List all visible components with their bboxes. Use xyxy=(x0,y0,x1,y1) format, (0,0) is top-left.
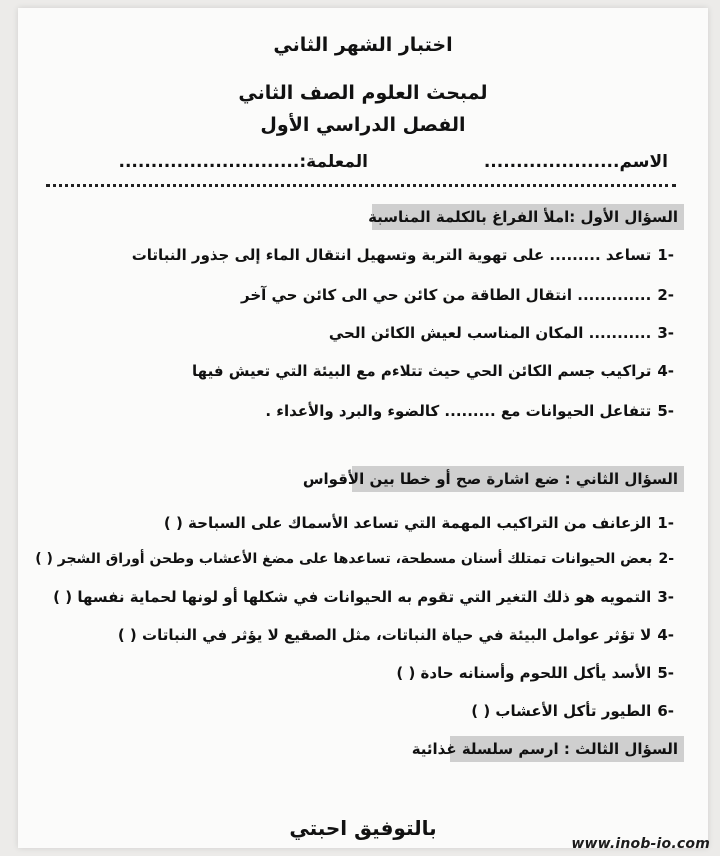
q1-item-number: -3 xyxy=(657,324,674,342)
q1-item xyxy=(241,284,674,306)
q2-item xyxy=(164,512,674,534)
subject-title: لمبحث العلوم الصف الثاني xyxy=(238,82,488,104)
q2-item-number: -3 xyxy=(657,588,674,606)
q2-item xyxy=(118,624,674,646)
q1-item xyxy=(329,322,674,344)
q2-item-number: -6 xyxy=(657,702,674,720)
question2-heading: السؤال الثاني : ضع اشارة صح أو خطا بين الأقواس xyxy=(352,466,684,492)
semester-title: الفصل الدراسي الأول xyxy=(260,114,466,136)
q1-item-number: -5 xyxy=(657,402,674,420)
q1-item xyxy=(192,360,674,382)
q2-item xyxy=(53,586,674,608)
q2-item-text: الأسد يأكل اللحوم وأسنانه حادة ( ) xyxy=(396,664,652,682)
q1-item xyxy=(265,400,674,422)
q1-item-text: ............. انتقال الطاقة من كائن حي الى كائن حي آخر xyxy=(241,286,652,304)
q1-item-number: -2 xyxy=(657,286,674,304)
q1-item-text: تراكيب جسم الكائن الحي حيث تتلاءم مع البيئة التي تعيش فيها xyxy=(192,362,652,380)
q2-item-text: الطيور تأكل الأعشاب ( ) xyxy=(471,702,652,720)
q2-item-text: بعض الحيوانات تمتلك أسنان مسطحة، تساعدها على مضغ الأعشاب وطحن أوراق الشجر ( ) xyxy=(35,551,653,567)
q2-item xyxy=(396,662,674,684)
exam-title: اختبار الشهر الثاني xyxy=(273,34,453,56)
q2-item xyxy=(35,548,674,570)
q2-item-number: -4 xyxy=(657,626,674,644)
q2-item-text: الزعانف من التراكيب المهمة التي تساعد الأسماك على السباحة ( ) xyxy=(163,514,652,532)
dotted-divider xyxy=(46,184,676,187)
q2-item xyxy=(471,700,674,722)
q2-item-number: -5 xyxy=(657,664,674,682)
q1-item xyxy=(132,244,674,266)
q2-item-text: لا تؤثر عوامل البيئة في حياة النباتات، مثل الصقيع لا يؤثر في النباتات ( ) xyxy=(117,626,652,644)
student-info-row xyxy=(98,152,668,180)
teacher-name-field: المعلمة:............................ xyxy=(118,152,368,172)
question1-heading: السؤال الأول :املأ الفراغ بالكلمة المناسبة xyxy=(372,204,684,230)
student-name-field: الاسم..................... xyxy=(483,152,668,172)
q1-item-text: تساعد ......... على تهوية التربة وتسهيل انتقال الماء إلى جذور النباتات xyxy=(131,246,652,264)
closing-note: بالتوفيق احبتي xyxy=(289,816,437,840)
q2-item-text: التمويه هو ذلك التغير التي تقوم به الحيوانات في شكلها أو لونها لحماية نفسها ( ) xyxy=(53,588,652,606)
q2-item-number: -1 xyxy=(657,514,674,532)
q2-item-number: -2 xyxy=(658,551,674,567)
q1-item-number: -1 xyxy=(657,246,674,264)
q1-item-number: -4 xyxy=(657,362,674,380)
q1-item-text: تتفاعل الحيوانات مع ......... كالضوء والبرد والأعداء . xyxy=(265,402,652,420)
question3-heading: السؤال الثالث : ارسم سلسلة غذائية xyxy=(450,736,684,762)
exam-sheet xyxy=(18,8,708,848)
q1-item-text: ........... المكان المناسب لعيش الكائن الحي xyxy=(328,324,652,342)
site-watermark: www.inob-io.com xyxy=(571,836,710,852)
